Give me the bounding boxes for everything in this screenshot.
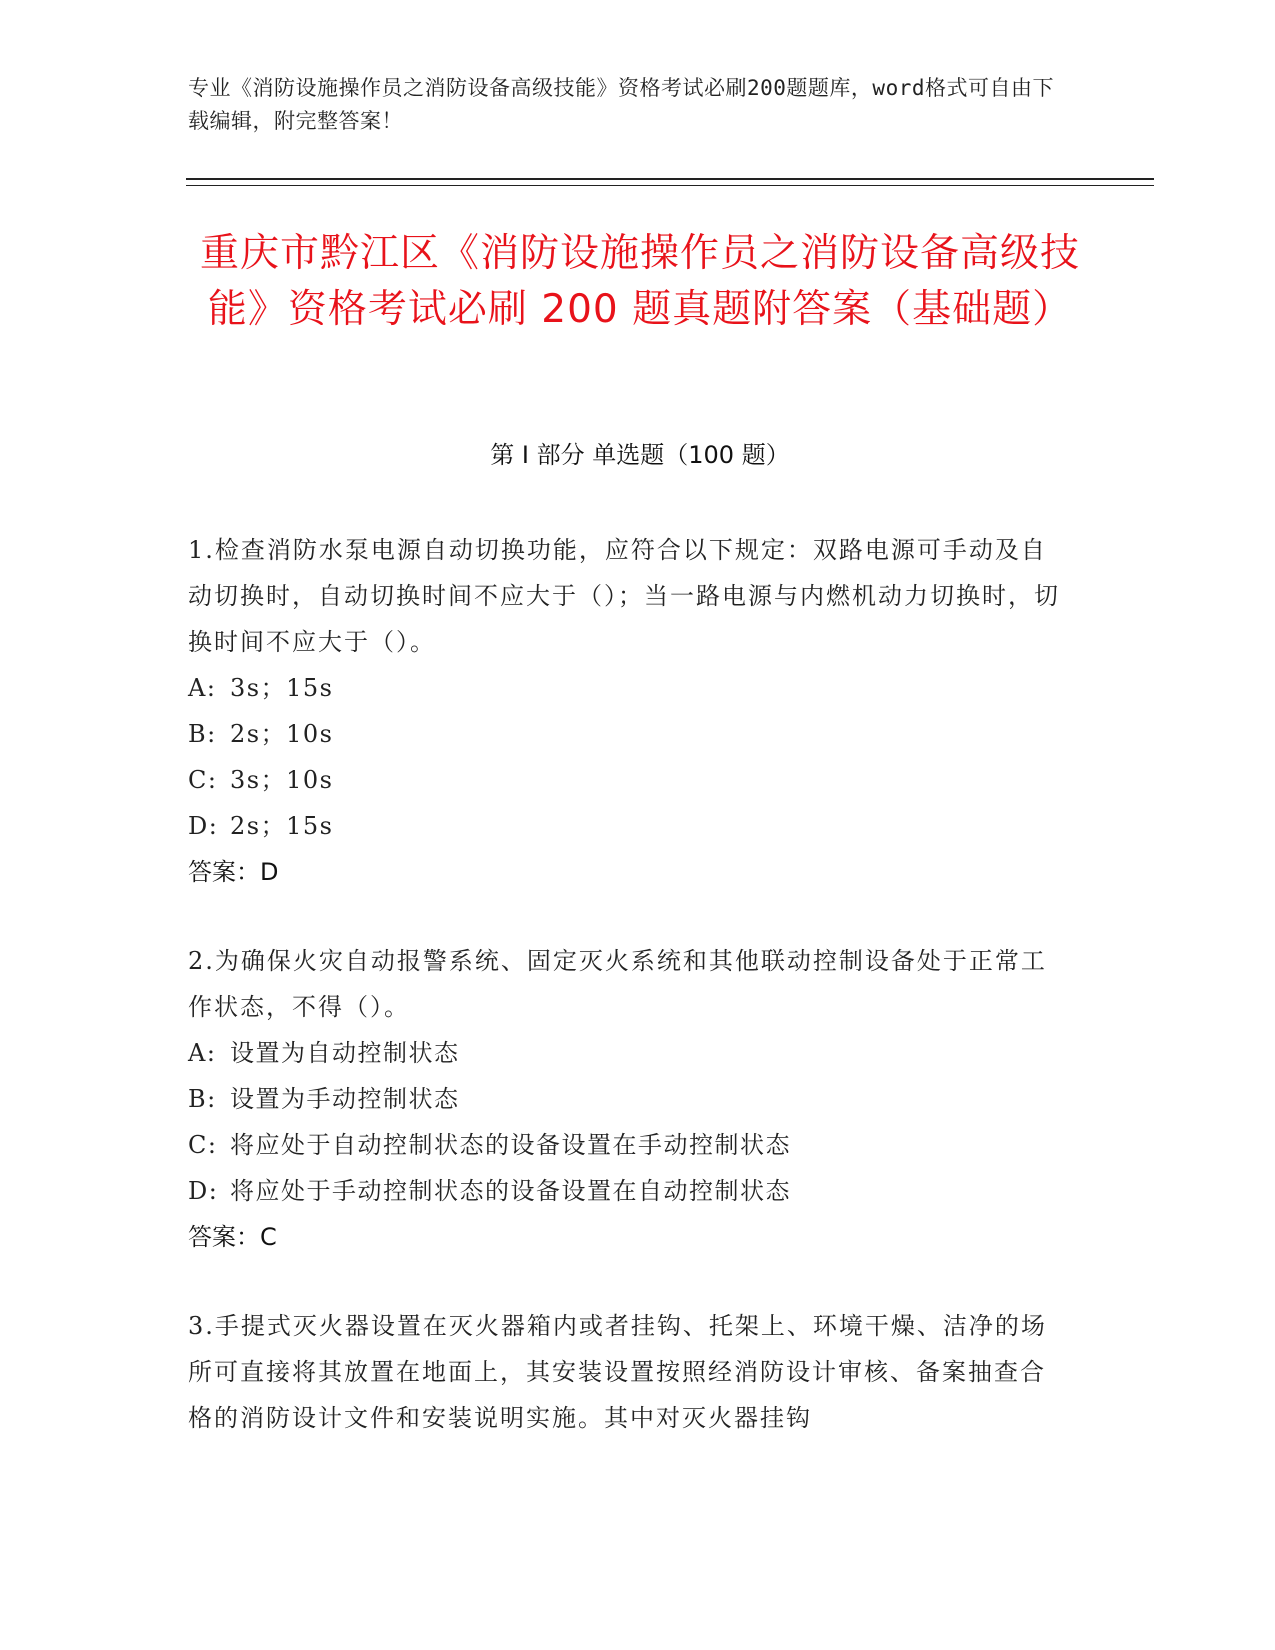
option-key: C:	[188, 1131, 218, 1159]
option-key: C:	[188, 766, 218, 794]
question-list	[188, 527, 1068, 1484]
document-title: 重庆市黔江区《消防设施操作员之消防设备高级技能》资格考试必刷 200 题真题附答案（基础题）	[199, 231, 1080, 332]
option-b	[188, 711, 1068, 757]
option-a	[188, 1030, 1068, 1076]
question-1	[188, 527, 1068, 895]
option-key: D:	[188, 1177, 219, 1205]
option-c	[188, 757, 1068, 803]
header-note: 专业《消防设施操作员之消防设备高级技能》资格考试必刷200题题库，word格式可自由下载编辑，附完整答案！	[188, 76, 1054, 133]
option-d	[188, 1168, 1068, 1214]
question-2	[188, 938, 1068, 1260]
option-key: B:	[188, 1085, 217, 1113]
header-divider-thick	[186, 178, 1154, 180]
option-text: 将应处于手动控制状态的设备设置在自动控制状态	[230, 1177, 791, 1205]
question-stem: 3.手提式灭火器设置在灭火器箱内或者挂钩、托架上、环境干燥、洁净的场所可直接将其放置在地面上，其安装设置按照经消防设计审核、备案抽查合格的消防设计文件和安装说明实施。其中对灭火器挂钩	[188, 1312, 1047, 1432]
option-text: 设置为自动控制状态	[230, 1039, 460, 1067]
answer: 答案：C	[188, 1223, 277, 1251]
option-text: 2s；10s	[230, 720, 334, 748]
question-stem: 1.检查消防水泵电源自动切换功能，应符合以下规定：双路电源可手动及自动切换时，自动切换时间不应大于（）；当一路电源与内燃机动力切换时，切换时间不应大于（）。	[188, 536, 1060, 656]
question-stem: 2.为确保火灾自动报警系统、固定灭火系统和其他联动控制设备处于正常工作状态，不得（）。	[188, 947, 1047, 1021]
section-title: 第 I 部分 单选题（100 题）	[490, 441, 790, 469]
option-key: B:	[188, 720, 217, 748]
option-d	[188, 803, 1068, 849]
option-text: 将应处于自动控制状态的设备设置在手动控制状态	[230, 1131, 791, 1159]
option-text: 2s；15s	[230, 812, 334, 840]
header-divider-thin	[186, 185, 1154, 186]
option-c	[188, 1122, 1068, 1168]
option-a	[188, 665, 1068, 711]
option-key: A:	[188, 1039, 217, 1067]
answer: 答案：D	[188, 858, 279, 886]
option-text: 设置为手动控制状态	[230, 1085, 460, 1113]
question-3	[188, 1303, 1068, 1441]
option-text: 3s；10s	[230, 766, 334, 794]
option-key: D:	[188, 812, 219, 840]
option-b	[188, 1076, 1068, 1122]
option-key: A:	[188, 674, 217, 702]
option-text: 3s；15s	[230, 674, 334, 702]
